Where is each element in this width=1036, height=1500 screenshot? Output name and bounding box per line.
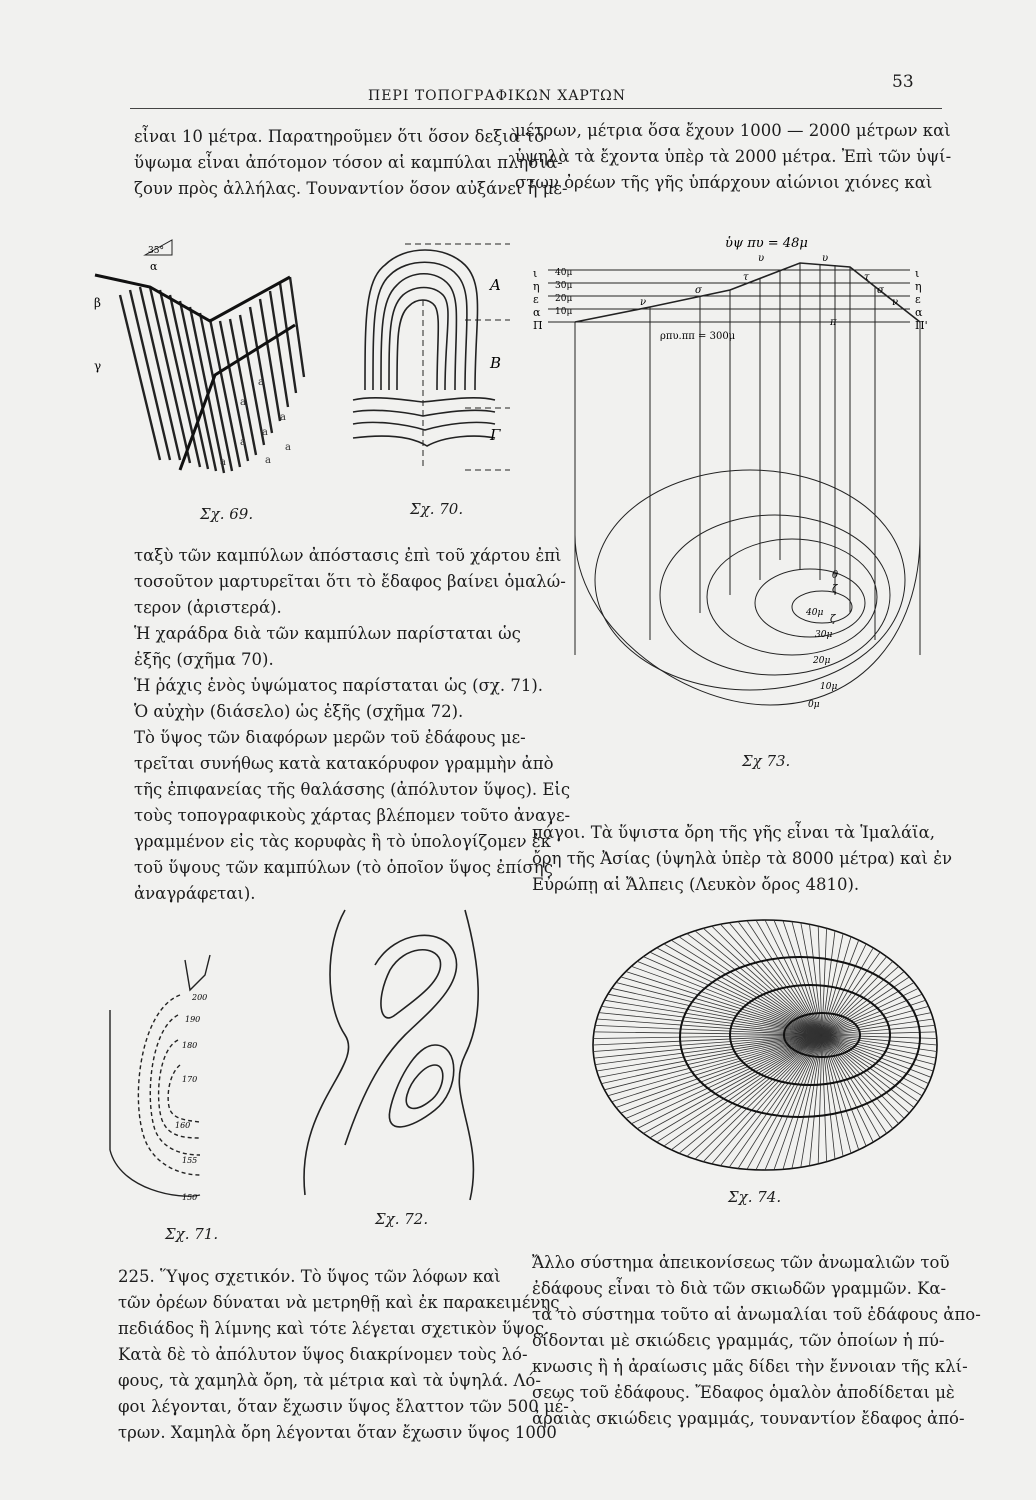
- bottom-left-paragraph: [118, 1264, 569, 1446]
- profile-letter: ν: [892, 297, 899, 308]
- text-line: ταξὺ τῶν καμπύλων ἀπόστασις ἐπὶ τοῦ χάρτου ἐπὶ: [134, 546, 562, 565]
- text-line: ζουν πρὸς ἀλλήλας. Τουναντίον ὅσον αὐξάνει ἡ με-: [134, 179, 568, 198]
- contour-label: 180: [182, 1041, 198, 1050]
- text-line: ἀραιὰς σκιώδεις γραμμάς, τουναντίον ἔδαφος ἀπό-: [532, 1409, 965, 1428]
- top-right-paragraph: [515, 118, 951, 196]
- fig69-caption: Σχ. 69.: [200, 505, 254, 523]
- profile-letter: υ: [758, 253, 765, 264]
- text-line: 225. Ὕψος σχετικόν. Τὸ ὕψος τῶν λόφων καὶ: [118, 1267, 501, 1286]
- page-number: 53: [892, 72, 914, 92]
- text-line: ὑψηλὰ τὰ ἔχοντα ὑπὲρ τὰ 2000 μέτρα. Ἐπὶ τῶν ὑψί-: [515, 147, 952, 166]
- text-line: ὄρη τῆς Ἀσίας (ὑψηλὰ ὑπὲρ τὰ 8000 μέτρα) καὶ ἐν: [532, 849, 953, 868]
- bottom-right-paragraph: [532, 1250, 981, 1432]
- text-line: τοῦ ὕψους τῶν καμπύλων (τὸ ὁποῖον ὕψος ἐπίσης: [134, 858, 553, 877]
- scale-level: 10μ: [555, 307, 573, 317]
- scale-level: 30μ: [555, 281, 573, 291]
- scale-letter: ι: [915, 267, 920, 280]
- text-line: τρεῖται συνήθως κατὰ κατακόρυφον γραμμὴν ἀπὸ: [134, 754, 554, 773]
- scale-letter: ε: [533, 293, 539, 306]
- profile-letter: ζ: [830, 614, 836, 625]
- profile-letter: ν: [640, 297, 647, 308]
- contour-level: 0μ: [808, 700, 820, 710]
- text-line: φους, τὰ χαμηλὰ ὄρη, τὰ μέτρια καὶ τὰ ὑψηλά. Λό-: [118, 1371, 541, 1390]
- gamma-label: γ: [94, 359, 102, 373]
- header-rule: [130, 108, 942, 109]
- profile-letter: π: [830, 317, 837, 328]
- text-line: τὰ τὸ σύστημα τοῦτο αἱ ἀνωμαλίαι τοῦ ἐδάφους ἀπο-: [532, 1305, 981, 1324]
- text-line: ἑξῆς (σχῆμα 70).: [134, 650, 274, 669]
- profile-letter: τ: [743, 272, 749, 283]
- contour-level: 10μ: [820, 682, 838, 692]
- hachure-line: [712, 926, 822, 1035]
- text-line: Εὐρώπῃ αἱ Ἄλπεις (Λευκὸν ὄρος 4810).: [532, 875, 860, 894]
- contour-label: 150: [182, 1193, 198, 1202]
- scale-letter: ι: [533, 267, 538, 280]
- contour-level: 40μ: [806, 608, 824, 618]
- text-line: τερον (ἀριστερά).: [134, 598, 282, 617]
- text-line: Ἡ χαράδρα διὰ τῶν καμπύλων παρίσταται ὡς: [134, 624, 521, 643]
- svg-text:a: a: [262, 427, 268, 438]
- fig74-caption: Σχ. 74.: [728, 1188, 782, 1206]
- text-line: Κατὰ δὲ τὸ ἀπόλυτον ὕψος διακρίνομεν τοὺς λό-: [118, 1345, 528, 1364]
- fig71-caption: Σχ. 71.: [165, 1225, 219, 1243]
- label-A: Α: [490, 276, 501, 294]
- profile-letter: τ: [864, 272, 870, 283]
- profile-letter: σ: [877, 285, 884, 296]
- text-line: Ἄλλο σύστημα ἀπεικονίσεως τῶν ἀνωμαλιῶν τοῦ: [532, 1253, 950, 1272]
- alpha-label: α: [150, 260, 158, 273]
- label-G: Γ: [490, 426, 501, 444]
- svg-text:a: a: [265, 455, 271, 466]
- text-line: τοὺς τοπογραφικοὺς χάρτας βλέπομεν τοῦτο ἀναγε-: [134, 806, 571, 825]
- figure-74: [590, 905, 950, 1185]
- angle-label: 35°: [148, 246, 164, 256]
- profile-letter: ζ: [832, 584, 838, 595]
- text-line: πεδιάδος ἢ λίμνης καὶ τότε λέγεται σχετικὸν ὕψος.: [118, 1319, 550, 1338]
- svg-text:a: a: [220, 457, 226, 468]
- svg-text:a: a: [240, 437, 246, 448]
- text-line: σεως τοῦ ἐδάφους. Ἔδαφος ὁμαλὸν ἀποδίδεται μὲ: [532, 1383, 955, 1402]
- svg-text:a: a: [258, 377, 264, 388]
- scale-level: 20μ: [555, 294, 573, 304]
- scale-letter: α: [915, 306, 923, 319]
- beta-label: β: [94, 296, 101, 310]
- text-line: γραμμένον εἰς τὰς κορυφὰς ἢ τὸ ὑπολογίζομεν ἐκ: [134, 832, 551, 851]
- running-header: ΠΕΡΙ ΤΟΠΟΓΡΑΦΙΚΩΝ ΧΑΡΤΩΝ: [368, 88, 627, 104]
- text-line: δίδονται μὲ σκιώδεις γραμμάς, τῶν ὁποίων ἡ πύ-: [532, 1331, 945, 1350]
- text-line: ὕψωμα εἶναι ἀπότομον τόσον αἱ καμπύλαι πλησιά-: [134, 153, 563, 172]
- top-left-paragraph: [134, 124, 567, 202]
- base-label: ρπυ.ππ = 300μ: [660, 331, 736, 342]
- text-line: τῶν ὀρέων δύναται νὰ μετρηθῇ καὶ ἐκ παρακειμένης: [118, 1293, 560, 1312]
- fig72-caption: Σχ. 72.: [375, 1210, 429, 1228]
- text-line: ἐδάφους εἶναι τὸ διὰ τῶν σκιωδῶν γραμμῶν. Κα-: [532, 1279, 947, 1298]
- contour-label: 200: [192, 993, 208, 1002]
- scale-letter: Π': [915, 319, 928, 332]
- hachure-line: [594, 1035, 822, 1058]
- svg-text:a: a: [285, 442, 291, 453]
- contour-label: 170: [182, 1075, 198, 1084]
- contour-label: 155: [182, 1156, 198, 1165]
- contour-level: 20μ: [813, 656, 831, 666]
- hachure-line: [822, 1035, 859, 1150]
- scale-letter: η: [915, 280, 922, 293]
- text-line: τρων. Χαμηλὰ ὄρη λέγονται ὅταν ἔχωσιν ὕψος 1000: [118, 1423, 557, 1442]
- contour-label: 190: [185, 1015, 201, 1024]
- scale-letter: α: [533, 306, 541, 319]
- fig70-caption: Σχ. 70.: [410, 500, 464, 518]
- figure-73: [530, 235, 960, 755]
- contour-label: 160: [175, 1121, 191, 1130]
- label-B: Β: [490, 354, 502, 372]
- hachure-line: [616, 983, 822, 1036]
- svg-text:a: a: [240, 397, 246, 408]
- text-line: στων ὀρέων τῆς γῆς ὑπάρχουν αἰώνιοι χιόνες καὶ: [515, 173, 933, 192]
- fig73-caption: Σχ 73.: [742, 752, 791, 770]
- figure-72: [285, 905, 495, 1205]
- scale-letter: ε: [915, 293, 921, 306]
- profile-letter: θ: [832, 570, 839, 581]
- figure-71: [100, 950, 270, 1210]
- fig73-top-label: ὑψ πυ = 48μ: [725, 236, 808, 251]
- text-line: τῆς ἐπιφανείας τῆς θαλάσσης (ἀπόλυτον ὕψος). Εἰς: [134, 780, 571, 799]
- text-line: Τὸ ὕψος τῶν διαφόρων μερῶν τοῦ ἐδάφους με-: [134, 728, 526, 747]
- scale-level: 40μ: [555, 268, 573, 278]
- figure-69: [90, 235, 330, 515]
- text-line: πάγοι. Τὰ ὕψιστα ὄρη τῆς γῆς εἶναι τὰ Ἱμαλάϊα,: [532, 823, 936, 842]
- svg-text:a: a: [280, 412, 286, 423]
- scale-letter: η: [533, 280, 540, 293]
- text-line: τοσοῦτον μαρτυρεῖται ὅτι τὸ ἔδαφος βαίνει ὁμαλώ-: [134, 572, 566, 591]
- middle-left-paragraph: [134, 543, 570, 907]
- text-line: εἶναι 10 μέτρα. Παρατηροῦμεν ὅτι ὅσον δεξιὰ τὸ: [134, 127, 545, 146]
- profile-letter: σ: [695, 285, 702, 296]
- text-line: φοι λέγονται, ὅταν ἔχωσιν ὕψος ἔλαττον τῶν 500 μέ-: [118, 1397, 569, 1416]
- scale-letter: Π: [533, 319, 543, 332]
- text-line: Ἡ ῥάχις ἑνὸς ὑψώματος παρίσταται ὡς (σχ. 71).: [134, 676, 544, 695]
- contour-level: 30μ: [815, 630, 833, 640]
- text-line: κνωσις ἢ ἡ ἀραίωσις μᾶς δίδει τὴν ἔννοιαν τῆς κλί-: [532, 1357, 968, 1376]
- text-line: Ὁ αὐχὴν (διάσελο) ὡς ἑξῆς (σχῆμα 72).: [134, 702, 464, 721]
- text-line: ἀναγράφεται).: [134, 884, 256, 903]
- text-line: μέτρων, μέτρια ὅσα ἔχουν 1000 — 2000 μέτρων καὶ: [515, 121, 951, 140]
- figure-70: [345, 240, 520, 480]
- middle-right-paragraph: [532, 820, 952, 898]
- profile-letter: υ: [822, 253, 829, 264]
- hachure-line: [822, 1035, 933, 1071]
